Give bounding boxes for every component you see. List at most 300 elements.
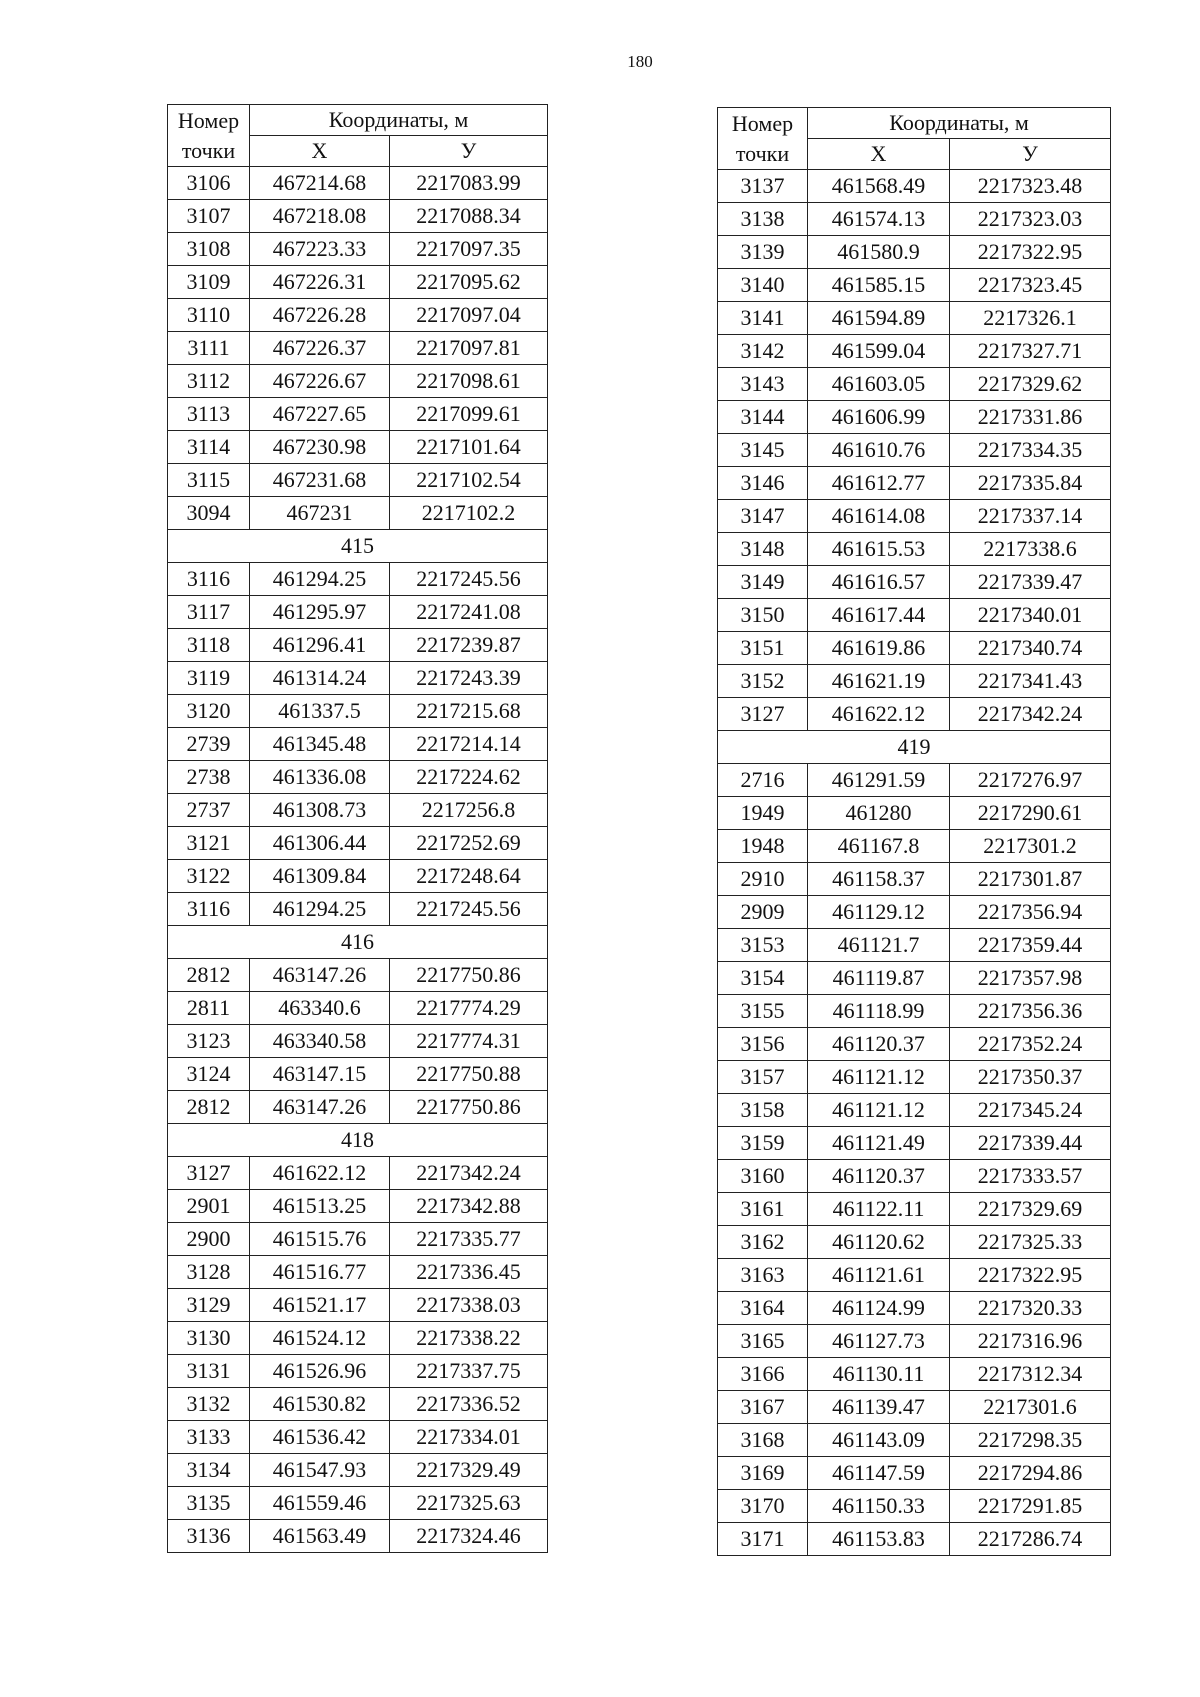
y-coordinate-cell: 2217323.48	[950, 170, 1111, 203]
table-row	[168, 629, 548, 662]
y-coordinate-cell: 2217286.74	[950, 1523, 1111, 1556]
x-coordinate-cell: 467230.98	[250, 431, 390, 464]
x-coordinate-cell: 461615.53	[808, 533, 950, 566]
point-number-cell: 3131	[168, 1355, 250, 1388]
y-coordinate-cell: 2217095.62	[390, 266, 548, 299]
table-row	[168, 497, 548, 530]
point-number-cell: 3156	[718, 1028, 808, 1061]
point-number-cell: 3143	[718, 368, 808, 401]
x-coordinate-cell: 461599.04	[808, 335, 950, 368]
point-number-cell: 2910	[718, 863, 808, 896]
x-coordinate-cell: 461559.46	[250, 1487, 390, 1520]
point-number-cell: 3133	[168, 1421, 250, 1454]
section-number: 418	[168, 1124, 548, 1157]
y-coordinate-cell: 2217774.29	[390, 992, 548, 1025]
point-number-cell: 3119	[168, 662, 250, 695]
point-number-cell: 3149	[718, 566, 808, 599]
table-row	[718, 962, 1111, 995]
table-row	[168, 1421, 548, 1454]
y-coordinate-cell: 2217329.69	[950, 1193, 1111, 1226]
point-number-cell: 3167	[718, 1391, 808, 1424]
y-coordinate-cell: 2217342.88	[390, 1190, 548, 1223]
table-row	[718, 1061, 1111, 1094]
point-number-cell: 2737	[168, 794, 250, 827]
point-number-cell: 3114	[168, 431, 250, 464]
point-number-cell: 3134	[168, 1454, 250, 1487]
table-row	[718, 1127, 1111, 1160]
table-row	[718, 302, 1111, 335]
point-number-cell: 3148	[718, 533, 808, 566]
point-number-cell: 2812	[168, 1091, 250, 1124]
x-coordinate-cell: 461153.83	[808, 1523, 950, 1556]
point-number-cell: 3150	[718, 599, 808, 632]
x-coordinate-cell: 461121.12	[808, 1061, 950, 1094]
point-number-cell: 3161	[718, 1193, 808, 1226]
x-coordinate-cell: 461308.73	[250, 794, 390, 827]
table-row	[718, 830, 1111, 863]
y-coordinate-cell: 2217341.43	[950, 665, 1111, 698]
point-number-cell: 2901	[168, 1190, 250, 1223]
table-row	[718, 632, 1111, 665]
page-number: 180	[627, 52, 653, 71]
point-number-cell: 2909	[718, 896, 808, 929]
x-coordinate-cell: 461621.19	[808, 665, 950, 698]
x-coordinate-cell: 467226.37	[250, 332, 390, 365]
x-coordinate-cell: 461120.37	[808, 1160, 950, 1193]
y-coordinate-cell: 2217359.44	[950, 929, 1111, 962]
table-row	[718, 566, 1111, 599]
x-coordinate-cell: 461143.09	[808, 1424, 950, 1457]
point-number-cell: 3160	[718, 1160, 808, 1193]
x-coordinate-cell: 461515.76	[250, 1223, 390, 1256]
x-coordinate-cell: 461280	[808, 797, 950, 830]
y-coordinate-cell: 2217088.34	[390, 200, 548, 233]
x-coordinate-cell: 461526.96	[250, 1355, 390, 1388]
y-coordinate-cell: 2217356.36	[950, 995, 1111, 1028]
x-coordinate-cell: 461619.86	[808, 632, 950, 665]
point-number-cell: 3129	[168, 1289, 250, 1322]
y-coordinate-cell: 2217339.47	[950, 566, 1111, 599]
point-number-cell: 3116	[168, 563, 250, 596]
x-coordinate-cell: 463340.6	[250, 992, 390, 1025]
x-coordinate-cell: 461121.7	[808, 929, 950, 962]
table-row	[168, 365, 548, 398]
point-number-cell: 2811	[168, 992, 250, 1025]
y-coordinate-cell: 2217336.52	[390, 1388, 548, 1421]
y-coordinate-cell: 2217337.75	[390, 1355, 548, 1388]
table-row	[718, 698, 1111, 731]
x-coordinate-cell: 461309.84	[250, 860, 390, 893]
point-number-cell: 3171	[718, 1523, 808, 1556]
point-number-header-line2: точки	[181, 137, 236, 163]
y-coordinate-cell: 2217340.01	[950, 599, 1111, 632]
y-coordinate-cell: 2217333.57	[950, 1160, 1111, 1193]
table-row	[168, 959, 548, 992]
table-row	[168, 1322, 548, 1355]
x-coordinate-cell: 467218.08	[250, 200, 390, 233]
point-number-cell: 3123	[168, 1025, 250, 1058]
y-coordinate-cell: 2217350.37	[950, 1061, 1111, 1094]
table-row	[168, 332, 548, 365]
y-coordinate-cell: 2217357.98	[950, 962, 1111, 995]
point-number-cell: 3106	[168, 167, 250, 200]
y-coordinate-cell: 2217248.64	[390, 860, 548, 893]
x-coordinate-cell: 461119.87	[808, 962, 950, 995]
table-row	[168, 1157, 548, 1190]
table-row	[718, 401, 1111, 434]
table-row	[718, 203, 1111, 236]
x-coordinate-cell: 467226.28	[250, 299, 390, 332]
point-number-header	[718, 108, 808, 170]
table-row	[718, 929, 1111, 962]
point-number-cell: 3118	[168, 629, 250, 662]
point-number-cell: 3140	[718, 269, 808, 302]
table-row	[718, 1094, 1111, 1127]
point-number-cell: 3107	[168, 200, 250, 233]
y-coordinate-cell: 2217340.74	[950, 632, 1111, 665]
table-row	[718, 1259, 1111, 1292]
y-coordinate-cell: 2217316.96	[950, 1325, 1111, 1358]
y-coordinate-cell: 2217335.77	[390, 1223, 548, 1256]
y-coordinate-cell: 2217101.64	[390, 431, 548, 464]
x-coordinate-cell: 463147.15	[250, 1058, 390, 1091]
point-number-cell: 3163	[718, 1259, 808, 1292]
y-coordinate-cell: 2217327.71	[950, 335, 1111, 368]
x-coordinate-cell: 461167.8	[808, 830, 950, 863]
y-coordinate-cell: 2217345.24	[950, 1094, 1111, 1127]
header-row	[718, 108, 1111, 139]
point-number-cell: 3124	[168, 1058, 250, 1091]
y-header: У	[390, 136, 548, 167]
table-row	[718, 533, 1111, 566]
table-row	[168, 1355, 548, 1388]
coordinates-header: Координаты, м	[808, 108, 1111, 139]
table-row	[168, 992, 548, 1025]
y-coordinate-cell: 2217325.33	[950, 1226, 1111, 1259]
table-row	[168, 1190, 548, 1223]
table-row	[718, 1193, 1111, 1226]
point-number-cell: 3108	[168, 233, 250, 266]
coordinates-table-right	[717, 107, 1111, 1556]
point-number-cell: 3157	[718, 1061, 808, 1094]
x-coordinate-cell: 461513.25	[250, 1190, 390, 1223]
x-coordinate-cell: 461603.05	[808, 368, 950, 401]
x-coordinate-cell: 461568.49	[808, 170, 950, 203]
y-coordinate-cell: 2217774.31	[390, 1025, 548, 1058]
point-number-cell: 3132	[168, 1388, 250, 1421]
x-coordinate-cell: 461158.37	[808, 863, 950, 896]
y-coordinate-cell: 2217241.08	[390, 596, 548, 629]
x-coordinate-cell: 461524.12	[250, 1322, 390, 1355]
table-row	[168, 299, 548, 332]
point-number-cell: 3138	[718, 203, 808, 236]
table-row	[718, 1358, 1111, 1391]
y-coordinate-cell: 2217342.24	[950, 698, 1111, 731]
x-coordinate-cell: 461612.77	[808, 467, 950, 500]
point-number-cell: 1949	[718, 797, 808, 830]
y-coordinate-cell: 2217335.84	[950, 467, 1111, 500]
x-coordinate-cell: 463340.58	[250, 1025, 390, 1058]
point-number-cell: 2738	[168, 761, 250, 794]
point-number-cell: 3142	[718, 335, 808, 368]
y-coordinate-cell: 2217276.97	[950, 764, 1111, 797]
table-row	[718, 236, 1111, 269]
x-coordinate-cell: 461122.11	[808, 1193, 950, 1226]
coordinates-table-left	[167, 104, 548, 1553]
point-number-cell: 3166	[718, 1358, 808, 1391]
y-coordinate-cell: 2217301.2	[950, 830, 1111, 863]
coordinates-header: Координаты, м	[250, 105, 548, 136]
x-coordinate-cell: 467223.33	[250, 233, 390, 266]
table-row	[168, 893, 548, 926]
table-row	[718, 467, 1111, 500]
point-number-cell: 3094	[168, 497, 250, 530]
point-number-cell: 3122	[168, 860, 250, 893]
section-row	[168, 1124, 548, 1157]
y-coordinate-cell: 2217334.35	[950, 434, 1111, 467]
x-coordinate-cell: 461610.76	[808, 434, 950, 467]
y-coordinate-cell: 2217214.14	[390, 728, 548, 761]
x-coordinate-cell: 467227.65	[250, 398, 390, 431]
table-body-left	[168, 105, 548, 1553]
section-number: 419	[718, 731, 1111, 764]
x-coordinate-cell: 461617.44	[808, 599, 950, 632]
point-number-header	[168, 105, 250, 167]
point-number-cell: 2716	[718, 764, 808, 797]
x-coordinate-cell: 461521.17	[250, 1289, 390, 1322]
table-row	[168, 1223, 548, 1256]
y-coordinate-cell: 2217224.62	[390, 761, 548, 794]
table-row	[168, 662, 548, 695]
table-row	[168, 794, 548, 827]
table-row	[168, 398, 548, 431]
y-coordinate-cell: 2217290.61	[950, 797, 1111, 830]
x-coordinate-cell: 461150.33	[808, 1490, 950, 1523]
point-number-cell: 3130	[168, 1322, 250, 1355]
point-number-cell: 3170	[718, 1490, 808, 1523]
point-number-cell: 2739	[168, 728, 250, 761]
x-coordinate-cell: 467231	[250, 497, 390, 530]
x-coordinate-cell: 461622.12	[808, 698, 950, 731]
y-coordinate-cell: 2217334.01	[390, 1421, 548, 1454]
table-row	[718, 434, 1111, 467]
x-coordinate-cell: 461337.5	[250, 695, 390, 728]
point-number-cell: 3112	[168, 365, 250, 398]
point-number-cell: 3137	[718, 170, 808, 203]
table-row	[718, 170, 1111, 203]
x-coordinate-cell: 461294.25	[250, 563, 390, 596]
table-row	[168, 167, 548, 200]
point-number-cell: 3159	[718, 1127, 808, 1160]
point-number-cell: 3113	[168, 398, 250, 431]
table-row	[718, 995, 1111, 1028]
header-row	[168, 105, 548, 136]
point-number-cell: 3168	[718, 1424, 808, 1457]
x-coordinate-cell: 461574.13	[808, 203, 950, 236]
x-coordinate-cell: 461294.25	[250, 893, 390, 926]
section-row	[168, 926, 548, 959]
table-row	[718, 863, 1111, 896]
x-coordinate-cell: 461530.82	[250, 1388, 390, 1421]
point-number-cell: 3109	[168, 266, 250, 299]
table-row	[168, 1388, 548, 1421]
y-coordinate-cell: 2217326.1	[950, 302, 1111, 335]
y-coordinate-cell: 2217338.03	[390, 1289, 548, 1322]
point-number-cell: 3120	[168, 695, 250, 728]
x-coordinate-cell: 461547.93	[250, 1454, 390, 1487]
y-coordinate-cell: 2217301.6	[950, 1391, 1111, 1424]
point-number-cell: 3152	[718, 665, 808, 698]
point-number-cell: 3145	[718, 434, 808, 467]
point-number-cell: 3117	[168, 596, 250, 629]
table-row	[718, 1523, 1111, 1556]
table-row	[718, 269, 1111, 302]
point-number-cell: 2900	[168, 1223, 250, 1256]
point-number-header-line1: Номер	[177, 107, 240, 133]
table-row	[718, 797, 1111, 830]
x-coordinate-cell: 461606.99	[808, 401, 950, 434]
x-coordinate-cell: 467214.68	[250, 167, 390, 200]
y-coordinate-cell: 2217245.56	[390, 563, 548, 596]
point-number-cell: 3121	[168, 827, 250, 860]
table-row	[718, 1490, 1111, 1523]
x-coordinate-cell: 461120.62	[808, 1226, 950, 1259]
y-coordinate-cell: 2217750.86	[390, 959, 548, 992]
y-coordinate-cell: 2217256.8	[390, 794, 548, 827]
table-row	[168, 860, 548, 893]
x-coordinate-cell: 463147.26	[250, 959, 390, 992]
table-row	[718, 1457, 1111, 1490]
table-row	[718, 1226, 1111, 1259]
y-coordinate-cell: 2217322.95	[950, 1259, 1111, 1292]
x-coordinate-cell: 461121.49	[808, 1127, 950, 1160]
x-coordinate-cell: 461585.15	[808, 269, 950, 302]
y-coordinate-cell: 2217342.24	[390, 1157, 548, 1190]
x-coordinate-cell: 461614.08	[808, 500, 950, 533]
section-number: 415	[168, 530, 548, 563]
y-coordinate-cell: 2217312.34	[950, 1358, 1111, 1391]
y-coordinate-cell: 2217245.56	[390, 893, 548, 926]
y-coordinate-cell: 2217097.35	[390, 233, 548, 266]
point-number-cell: 3154	[718, 962, 808, 995]
x-coordinate-cell: 461594.89	[808, 302, 950, 335]
x-coordinate-cell: 461121.12	[808, 1094, 950, 1127]
x-coordinate-cell: 461296.41	[250, 629, 390, 662]
x-coordinate-cell: 461118.99	[808, 995, 950, 1028]
point-number-cell: 3128	[168, 1256, 250, 1289]
table-row	[168, 266, 548, 299]
y-coordinate-cell: 2217356.94	[950, 896, 1111, 929]
y-coordinate-cell: 2217750.88	[390, 1058, 548, 1091]
point-number-header-line1: Номер	[731, 110, 794, 136]
point-number-cell: 3158	[718, 1094, 808, 1127]
point-number-cell: 3111	[168, 332, 250, 365]
table-row	[168, 233, 548, 266]
y-coordinate-cell: 2217098.61	[390, 365, 548, 398]
x-coordinate-cell: 461616.57	[808, 566, 950, 599]
table-row	[168, 728, 548, 761]
table-row	[168, 1025, 548, 1058]
table-row	[168, 695, 548, 728]
table-row	[168, 1256, 548, 1289]
table-row	[718, 1028, 1111, 1061]
y-coordinate-cell: 2217329.62	[950, 368, 1111, 401]
table-row	[718, 764, 1111, 797]
point-number-cell: 3153	[718, 929, 808, 962]
y-coordinate-cell: 2217337.14	[950, 500, 1111, 533]
y-coordinate-cell: 2217331.86	[950, 401, 1111, 434]
table-row	[168, 464, 548, 497]
y-coordinate-cell: 2217243.39	[390, 662, 548, 695]
table-row	[168, 1454, 548, 1487]
point-number-cell: 3151	[718, 632, 808, 665]
y-coordinate-cell: 2217325.63	[390, 1487, 548, 1520]
y-coordinate-cell: 2217298.35	[950, 1424, 1111, 1457]
section-number: 416	[168, 926, 548, 959]
table-row	[168, 761, 548, 794]
y-coordinate-cell: 2217323.03	[950, 203, 1111, 236]
table-row	[718, 599, 1111, 632]
table-row	[168, 200, 548, 233]
point-number-cell: 3165	[718, 1325, 808, 1358]
x-header: X	[808, 139, 950, 170]
point-number-cell: 3139	[718, 236, 808, 269]
y-coordinate-cell: 2217099.61	[390, 398, 548, 431]
y-header: У	[950, 139, 1111, 170]
table-row	[718, 665, 1111, 698]
point-number-cell: 3155	[718, 995, 808, 1028]
x-coordinate-cell: 461130.11	[808, 1358, 950, 1391]
x-coordinate-cell: 461345.48	[250, 728, 390, 761]
x-coordinate-cell: 461147.59	[808, 1457, 950, 1490]
x-coordinate-cell: 461139.47	[808, 1391, 950, 1424]
y-coordinate-cell: 2217320.33	[950, 1292, 1111, 1325]
y-coordinate-cell: 2217324.46	[390, 1520, 548, 1553]
y-coordinate-cell: 2217329.49	[390, 1454, 548, 1487]
point-number-cell: 1948	[718, 830, 808, 863]
x-coordinate-cell: 461120.37	[808, 1028, 950, 1061]
point-number-cell: 3169	[718, 1457, 808, 1490]
section-row	[718, 731, 1111, 764]
table-row	[168, 431, 548, 464]
point-number-cell: 3110	[168, 299, 250, 332]
x-coordinate-cell: 461127.73	[808, 1325, 950, 1358]
y-coordinate-cell: 2217336.45	[390, 1256, 548, 1289]
table-row	[718, 335, 1111, 368]
table-row	[718, 1160, 1111, 1193]
point-number-cell: 3162	[718, 1226, 808, 1259]
point-number-cell: 3146	[718, 467, 808, 500]
point-number-cell: 3127	[718, 698, 808, 731]
y-coordinate-cell: 2217239.87	[390, 629, 548, 662]
table-row	[718, 1292, 1111, 1325]
table-row	[168, 1091, 548, 1124]
x-coordinate-cell: 461516.77	[250, 1256, 390, 1289]
y-coordinate-cell: 2217083.99	[390, 167, 548, 200]
y-coordinate-cell: 2217338.22	[390, 1322, 548, 1355]
table-row	[168, 1289, 548, 1322]
y-coordinate-cell: 2217097.04	[390, 299, 548, 332]
x-coordinate-cell: 461124.99	[808, 1292, 950, 1325]
table-row	[718, 1424, 1111, 1457]
x-coordinate-cell: 463147.26	[250, 1091, 390, 1124]
y-coordinate-cell: 2217215.68	[390, 695, 548, 728]
point-number-cell: 3136	[168, 1520, 250, 1553]
table-row	[718, 368, 1111, 401]
point-number-cell: 3147	[718, 500, 808, 533]
x-coordinate-cell: 461291.59	[808, 764, 950, 797]
table-row	[168, 596, 548, 629]
